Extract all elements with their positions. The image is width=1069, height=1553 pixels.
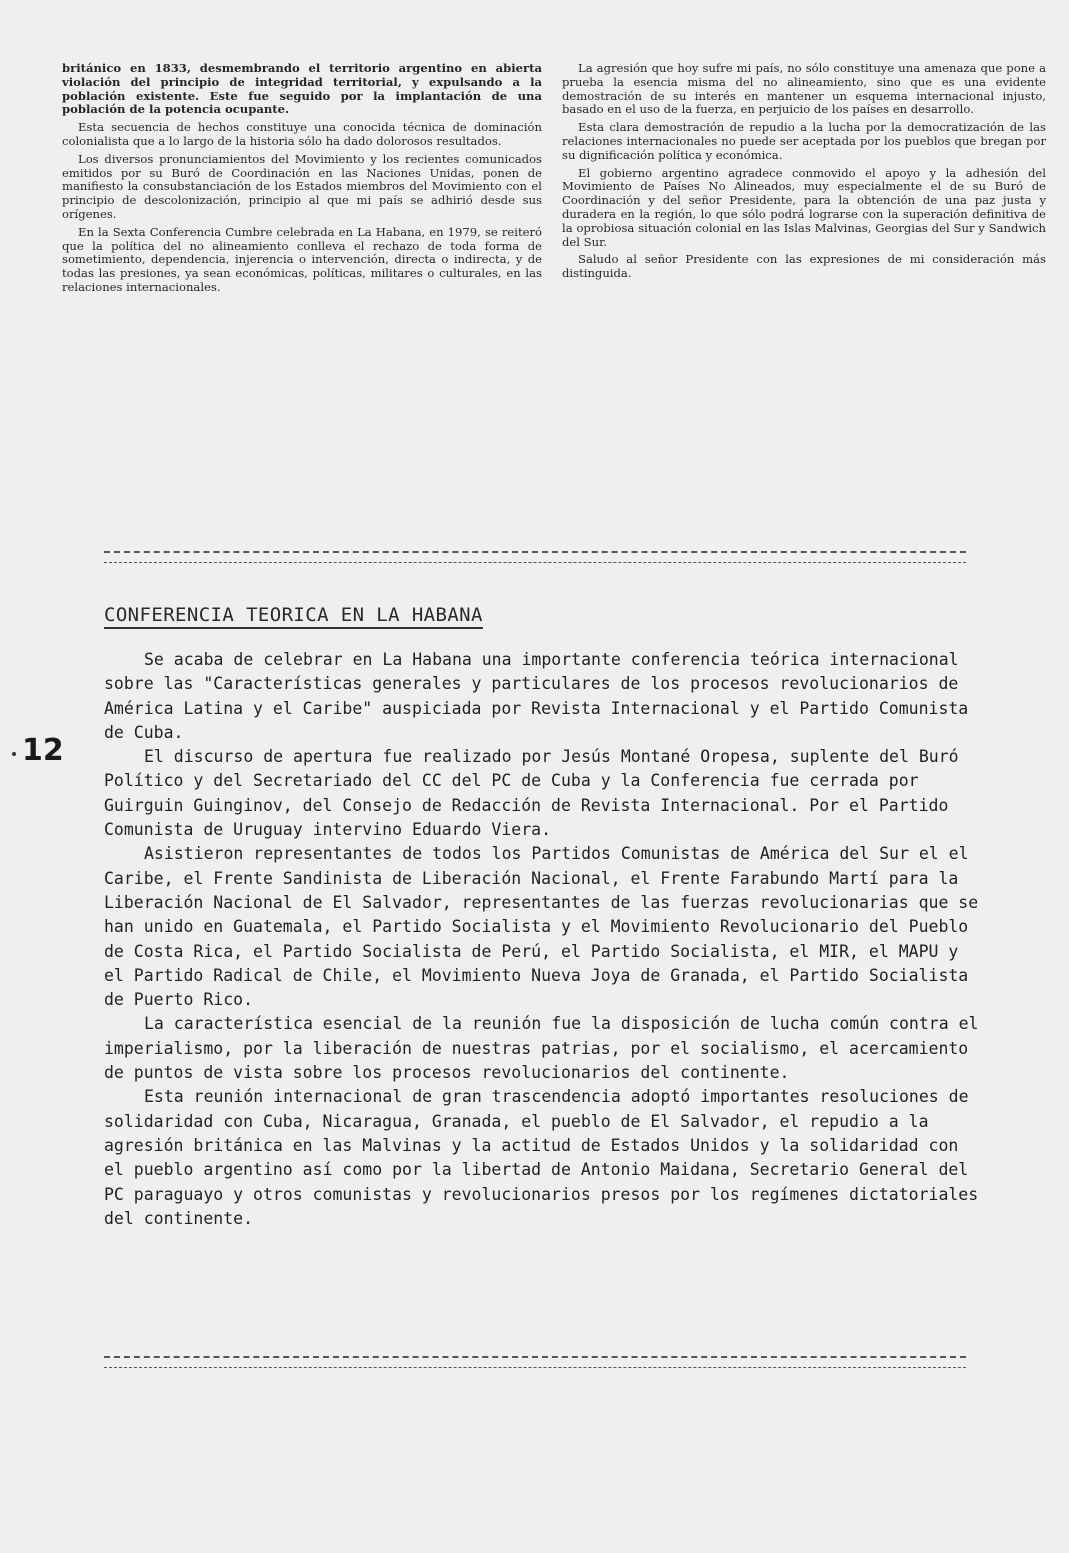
right-paragraph-3: El gobierno argentino agradece conmovido el apoyo y la adhesión del Movimiento de Países No Alineados, muy especialmente el de su Buró de Coordinación y del señor Presidente, para la obtención de una paz justa y duradera en la región, lo que sólo podrá lograrse con la superación definitiva de la oprobiosa situación colonial en las Islas Malvinas, Georgias del Sur y Sandwich del Sur. [562,165,1046,249]
left-column [62,62,542,299]
divider-bottom-2 [104,1367,966,1368]
right-paragraph-2: Esta clara demostración de repudio a la lucha por la democratización de las relaciones internacionales no puede ser aceptada por los pueblos que bregan por su dignificación política y económica. [562,120,1046,162]
article-body [104,648,984,1231]
divider-top-2 [104,562,966,563]
article-paragraph-3: Asistieron representantes de todos los Partidos Comunistas de América del Sur el el Caribe, el Frente Sandinista de Liberación Nacional, el Frente Farabundo Martí para la Liberación Nacional de El Salvador, representantes de las fuerzas revolucionarias que se han unido en Guatemala, el Partido Socialista y el Movimiento Revolucionario del Pueblo de Costa Rica, el Partido Socialista de Perú, el Partido Socialista, el MIR, el MAPU y el Partido Radical de Chile, el Movimiento Nueva Joya de Granada, el Partido Socialista de Puerto Rico. [104,844,979,1010]
left-paragraph-2: Esta secuencia de hechos constituye una conocida técnica de dominación colonialista que a lo largo de la historia sólo ha dado dolorosos resultados. [62,120,542,148]
right-paragraph-4: Saludo al señor Presidente con las expresiones de mi consideración más distinguida. [562,252,1046,281]
divider-top-1 [104,551,966,553]
article-paragraph-4: La característica esencial de la reunión fue la disposición de lucha común contra el imperialismo, por la liberación de nuestras patrias, por el socialismo, el acercamiento de puntos de vista sobre los procesos revolucionarios del continente. [104,1014,979,1083]
article-paragraph-2: El discurso de apertura fue realizado por Jesús Montané Oropesa, suplente del Buró Político y del Secretariado del CC del PC de Cuba y la Conferencia fue cerrada por Guirguin Guinginov, del Consejo de Redacción de Revista Internacional. Por el Partido Comunista de Uruguay intervino Eduardo Viera. [104,747,959,840]
article-paragraph-5: Esta reunión internacional de gran trascendencia adoptó importantes resoluciones de solidaridad con Cuba, Nicaragua, Granada, el pueblo de El Salvador, el repudio a la agresión británica en las Malvinas y la actitud de Estados Unidos y la solidaridad con el pueblo argentino así como por la libertad de Antonio Maidana, Secretario General del PC paraguayo y otros comunistas y revolucionarios presos por los regímenes dictatoriales del continente. [104,1087,979,1228]
section-title: CONFERENCIA TEORICA EN LA HABANA [104,604,483,629]
page-number: 12 [22,733,64,768]
left-paragraph-3: Los diversos pronunciamientos del Movimiento y los recientes comunicados emitidos por su Buró de Coordinación en las Naciones Unidas, ponen de manifiesto la consubstanciación de los Estados miembros del Movimiento con el principio de descolonización, principio al que mi país se adhirió desde sus orígenes. [62,151,542,221]
left-paragraph-1: británico en 1833, desmembrando el territorio argentino en abierta violación del principio de integridad territorial, y expulsando a la población existente. Este fue seguido por la implantación de una población de la potencia ocupante. [62,61,542,117]
right-paragraph-1: La agresión que hoy sufre mi país, no sólo constituye una amenaza que pone a prueba la esencia misma del no alineamiento, sino que es una evidente demostración de su interés en mantener un esquema internacional injusto, basado en el uso de la fuerza, en perjuicio de los países en desarrollo. [562,61,1046,117]
left-paragraph-4: En la Sexta Conferencia Cumbre celebrada en La Habana, en 1979, se reiteró que la política del no alineamiento conlleva el rechazo de toda forma de sometimiento, dependencia, injerencia o intervención, directa o indirecta, y de todas las presiones, ya sean económicas, políticas, militares o culturales, en las relaciones internacionales. [62,224,542,294]
right-column [562,62,1046,285]
page-number-dot [12,752,16,756]
article-paragraph-1: Se acaba de celebrar en La Habana una importante conferencia teórica internacional sobre las "Características generales y particulares de los procesos revolucionarios de América Latina y el Caribe" auspiciada por Revista Internacional y el Partido Comunista de Cuba. [104,650,969,742]
divider-bottom-1 [104,1356,966,1358]
